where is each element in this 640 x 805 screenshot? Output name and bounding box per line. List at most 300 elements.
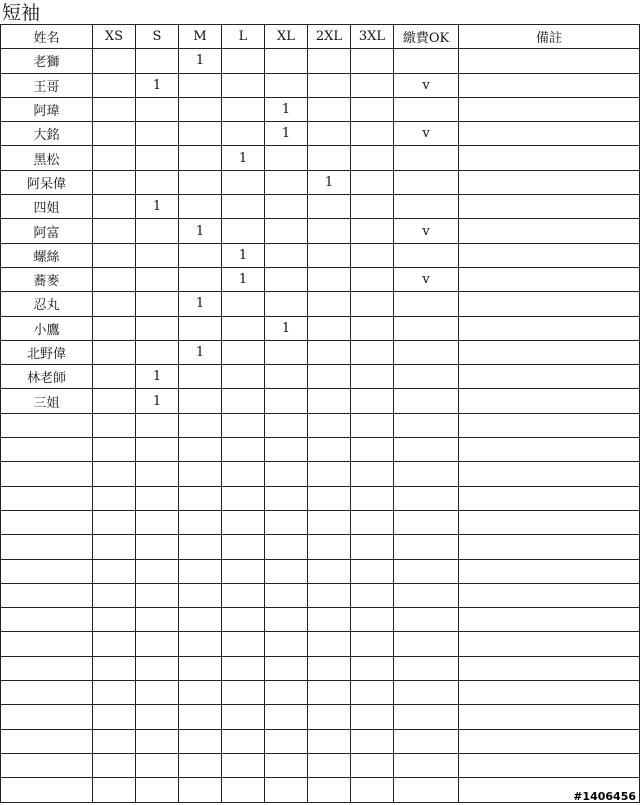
empty-cell[interactable] bbox=[308, 438, 351, 462]
table-cell[interactable]: 1 bbox=[179, 340, 222, 364]
table-cell[interactable] bbox=[179, 267, 222, 291]
empty-cell[interactable] bbox=[1, 778, 93, 802]
empty-cell[interactable] bbox=[459, 510, 640, 534]
name-cell[interactable]: 老獅 bbox=[1, 49, 93, 73]
table-cell[interactable] bbox=[136, 170, 179, 194]
empty-cell[interactable] bbox=[136, 681, 179, 705]
table-cell[interactable] bbox=[93, 73, 136, 97]
empty-cell[interactable] bbox=[394, 681, 459, 705]
empty-cell[interactable] bbox=[351, 681, 394, 705]
empty-cell[interactable] bbox=[179, 535, 222, 559]
table-cell[interactable] bbox=[459, 219, 640, 243]
empty-cell[interactable] bbox=[265, 413, 308, 437]
empty-cell[interactable] bbox=[93, 656, 136, 680]
empty-cell[interactable] bbox=[308, 510, 351, 534]
empty-cell[interactable] bbox=[308, 608, 351, 632]
empty-cell[interactable] bbox=[351, 438, 394, 462]
name-cell[interactable]: 阿瑋 bbox=[1, 97, 93, 121]
empty-cell[interactable] bbox=[1, 535, 93, 559]
table-cell[interactable] bbox=[459, 243, 640, 267]
table-cell[interactable] bbox=[136, 49, 179, 73]
table-cell[interactable]: 1 bbox=[222, 243, 265, 267]
empty-cell[interactable] bbox=[308, 486, 351, 510]
empty-cell[interactable] bbox=[222, 656, 265, 680]
name-cell[interactable]: 大銘 bbox=[1, 122, 93, 146]
empty-cell[interactable] bbox=[308, 559, 351, 583]
empty-cell[interactable] bbox=[351, 510, 394, 534]
empty-cell[interactable] bbox=[1, 486, 93, 510]
empty-cell[interactable] bbox=[136, 753, 179, 777]
empty-cell[interactable] bbox=[351, 462, 394, 486]
empty-cell[interactable] bbox=[265, 535, 308, 559]
empty-cell[interactable] bbox=[351, 608, 394, 632]
table-cell[interactable] bbox=[222, 73, 265, 97]
table-cell[interactable] bbox=[459, 73, 640, 97]
table-cell[interactable] bbox=[265, 292, 308, 316]
table-cell[interactable] bbox=[93, 389, 136, 413]
empty-cell[interactable] bbox=[1, 753, 93, 777]
empty-cell[interactable] bbox=[1, 510, 93, 534]
empty-cell[interactable] bbox=[93, 535, 136, 559]
empty-cell[interactable] bbox=[265, 559, 308, 583]
empty-cell[interactable] bbox=[394, 462, 459, 486]
empty-cell[interactable] bbox=[222, 778, 265, 802]
empty-cell[interactable] bbox=[394, 438, 459, 462]
table-cell[interactable] bbox=[265, 146, 308, 170]
empty-cell[interactable] bbox=[222, 632, 265, 656]
table-cell[interactable] bbox=[222, 49, 265, 73]
empty-cell[interactable] bbox=[308, 462, 351, 486]
empty-cell[interactable] bbox=[394, 656, 459, 680]
table-cell[interactable] bbox=[222, 195, 265, 219]
empty-cell[interactable] bbox=[1, 608, 93, 632]
empty-cell[interactable] bbox=[93, 462, 136, 486]
table-cell[interactable] bbox=[222, 122, 265, 146]
empty-cell[interactable] bbox=[136, 656, 179, 680]
empty-cell[interactable] bbox=[179, 486, 222, 510]
table-cell[interactable] bbox=[459, 170, 640, 194]
empty-cell[interactable] bbox=[394, 413, 459, 437]
table-cell[interactable] bbox=[394, 365, 459, 389]
table-cell[interactable] bbox=[351, 97, 394, 121]
empty-cell[interactable] bbox=[351, 778, 394, 802]
table-cell[interactable] bbox=[136, 146, 179, 170]
empty-cell[interactable] bbox=[179, 729, 222, 753]
empty-cell[interactable] bbox=[459, 632, 640, 656]
table-cell[interactable] bbox=[394, 340, 459, 364]
table-cell[interactable]: 1 bbox=[222, 146, 265, 170]
table-cell[interactable] bbox=[265, 389, 308, 413]
table-cell[interactable] bbox=[351, 73, 394, 97]
table-cell[interactable] bbox=[136, 219, 179, 243]
empty-cell[interactable] bbox=[136, 729, 179, 753]
empty-cell[interactable] bbox=[136, 559, 179, 583]
empty-cell[interactable] bbox=[136, 778, 179, 802]
table-cell[interactable] bbox=[136, 292, 179, 316]
empty-cell[interactable] bbox=[222, 486, 265, 510]
empty-cell[interactable] bbox=[265, 583, 308, 607]
empty-cell[interactable] bbox=[222, 535, 265, 559]
empty-cell[interactable] bbox=[351, 656, 394, 680]
empty-cell[interactable] bbox=[459, 413, 640, 437]
empty-cell[interactable] bbox=[93, 608, 136, 632]
table-cell[interactable] bbox=[459, 389, 640, 413]
table-cell[interactable] bbox=[265, 267, 308, 291]
table-cell[interactable] bbox=[265, 365, 308, 389]
table-cell[interactable] bbox=[179, 316, 222, 340]
table-cell[interactable]: 1 bbox=[179, 219, 222, 243]
empty-cell[interactable] bbox=[308, 753, 351, 777]
table-cell[interactable]: 1 bbox=[179, 292, 222, 316]
table-cell[interactable] bbox=[459, 340, 640, 364]
table-cell[interactable] bbox=[222, 97, 265, 121]
table-cell[interactable]: 1 bbox=[222, 267, 265, 291]
empty-cell[interactable] bbox=[222, 438, 265, 462]
empty-cell[interactable] bbox=[1, 583, 93, 607]
empty-cell[interactable] bbox=[265, 632, 308, 656]
empty-cell[interactable] bbox=[265, 656, 308, 680]
table-cell[interactable] bbox=[394, 146, 459, 170]
name-cell[interactable]: 王哥 bbox=[1, 73, 93, 97]
table-cell[interactable] bbox=[265, 170, 308, 194]
empty-cell[interactable] bbox=[1, 632, 93, 656]
name-cell[interactable]: 螺絲 bbox=[1, 243, 93, 267]
name-cell[interactable]: 阿富 bbox=[1, 219, 93, 243]
table-cell[interactable]: v bbox=[394, 219, 459, 243]
table-cell[interactable] bbox=[351, 243, 394, 267]
empty-cell[interactable] bbox=[136, 438, 179, 462]
empty-cell[interactable] bbox=[394, 753, 459, 777]
empty-cell[interactable] bbox=[308, 632, 351, 656]
empty-cell[interactable] bbox=[394, 510, 459, 534]
empty-cell[interactable] bbox=[93, 729, 136, 753]
name-cell[interactable]: 四姐 bbox=[1, 195, 93, 219]
table-cell[interactable]: 1 bbox=[308, 170, 351, 194]
empty-cell[interactable] bbox=[136, 705, 179, 729]
empty-cell[interactable] bbox=[351, 559, 394, 583]
empty-cell[interactable] bbox=[459, 729, 640, 753]
table-cell[interactable] bbox=[351, 365, 394, 389]
table-cell[interactable] bbox=[308, 49, 351, 73]
empty-cell[interactable] bbox=[222, 681, 265, 705]
table-cell[interactable] bbox=[308, 267, 351, 291]
empty-cell[interactable] bbox=[1, 462, 93, 486]
table-cell[interactable] bbox=[459, 195, 640, 219]
table-cell[interactable] bbox=[93, 195, 136, 219]
table-cell[interactable] bbox=[308, 292, 351, 316]
empty-cell[interactable] bbox=[222, 608, 265, 632]
table-cell[interactable] bbox=[265, 73, 308, 97]
empty-cell[interactable] bbox=[179, 705, 222, 729]
empty-cell[interactable] bbox=[265, 438, 308, 462]
empty-cell[interactable] bbox=[179, 656, 222, 680]
name-cell[interactable]: 阿呆偉 bbox=[1, 170, 93, 194]
empty-cell[interactable] bbox=[394, 486, 459, 510]
table-cell[interactable] bbox=[308, 365, 351, 389]
table-cell[interactable] bbox=[351, 267, 394, 291]
empty-cell[interactable] bbox=[394, 778, 459, 802]
table-cell[interactable] bbox=[93, 292, 136, 316]
table-cell[interactable] bbox=[394, 316, 459, 340]
empty-cell[interactable] bbox=[93, 413, 136, 437]
empty-cell[interactable] bbox=[136, 462, 179, 486]
table-cell[interactable]: 1 bbox=[136, 195, 179, 219]
empty-cell[interactable] bbox=[93, 778, 136, 802]
table-cell[interactable]: 1 bbox=[136, 365, 179, 389]
empty-cell[interactable] bbox=[459, 535, 640, 559]
table-cell[interactable] bbox=[179, 365, 222, 389]
empty-cell[interactable] bbox=[136, 486, 179, 510]
name-cell[interactable]: 蕎麥 bbox=[1, 267, 93, 291]
table-cell[interactable] bbox=[351, 122, 394, 146]
empty-cell[interactable] bbox=[265, 510, 308, 534]
empty-cell[interactable] bbox=[93, 632, 136, 656]
table-cell[interactable] bbox=[308, 340, 351, 364]
table-cell[interactable] bbox=[93, 146, 136, 170]
table-cell[interactable] bbox=[351, 195, 394, 219]
empty-cell[interactable] bbox=[222, 413, 265, 437]
empty-cell[interactable] bbox=[394, 535, 459, 559]
table-cell[interactable] bbox=[459, 365, 640, 389]
name-cell[interactable]: 忍丸 bbox=[1, 292, 93, 316]
empty-cell[interactable] bbox=[459, 438, 640, 462]
table-cell[interactable]: 1 bbox=[136, 389, 179, 413]
empty-cell[interactable] bbox=[136, 535, 179, 559]
table-cell[interactable]: 1 bbox=[265, 97, 308, 121]
table-cell[interactable] bbox=[179, 122, 222, 146]
table-cell[interactable] bbox=[93, 340, 136, 364]
table-cell[interactable] bbox=[179, 389, 222, 413]
empty-cell[interactable] bbox=[351, 729, 394, 753]
table-cell[interactable] bbox=[459, 292, 640, 316]
name-cell[interactable]: 北野偉 bbox=[1, 340, 93, 364]
table-cell[interactable] bbox=[308, 122, 351, 146]
table-cell[interactable] bbox=[179, 73, 222, 97]
empty-cell[interactable] bbox=[136, 413, 179, 437]
table-cell[interactable] bbox=[394, 170, 459, 194]
empty-cell[interactable] bbox=[308, 729, 351, 753]
table-cell[interactable] bbox=[394, 97, 459, 121]
table-cell[interactable] bbox=[459, 267, 640, 291]
empty-cell[interactable] bbox=[351, 705, 394, 729]
empty-cell[interactable] bbox=[222, 462, 265, 486]
table-cell[interactable] bbox=[93, 219, 136, 243]
empty-cell[interactable] bbox=[1, 656, 93, 680]
table-cell[interactable] bbox=[179, 243, 222, 267]
empty-cell[interactable] bbox=[93, 510, 136, 534]
empty-cell[interactable] bbox=[308, 583, 351, 607]
table-cell[interactable] bbox=[265, 243, 308, 267]
table-cell[interactable] bbox=[136, 316, 179, 340]
empty-cell[interactable] bbox=[459, 681, 640, 705]
empty-cell[interactable] bbox=[93, 705, 136, 729]
table-cell[interactable] bbox=[351, 340, 394, 364]
table-cell[interactable] bbox=[351, 146, 394, 170]
table-cell[interactable]: 1 bbox=[265, 122, 308, 146]
empty-cell[interactable] bbox=[459, 705, 640, 729]
empty-cell[interactable] bbox=[93, 583, 136, 607]
empty-cell[interactable] bbox=[93, 438, 136, 462]
table-cell[interactable] bbox=[265, 340, 308, 364]
table-cell[interactable] bbox=[93, 49, 136, 73]
empty-cell[interactable] bbox=[459, 486, 640, 510]
empty-cell[interactable] bbox=[265, 608, 308, 632]
empty-cell[interactable] bbox=[308, 535, 351, 559]
empty-cell[interactable] bbox=[179, 510, 222, 534]
empty-cell[interactable] bbox=[265, 705, 308, 729]
table-cell[interactable] bbox=[222, 292, 265, 316]
table-cell[interactable] bbox=[222, 365, 265, 389]
table-cell[interactable] bbox=[93, 365, 136, 389]
empty-cell[interactable] bbox=[351, 413, 394, 437]
empty-cell[interactable] bbox=[1, 681, 93, 705]
empty-cell[interactable] bbox=[459, 559, 640, 583]
empty-cell[interactable] bbox=[1, 729, 93, 753]
table-cell[interactable] bbox=[179, 195, 222, 219]
table-cell[interactable] bbox=[136, 267, 179, 291]
table-cell[interactable] bbox=[222, 389, 265, 413]
table-cell[interactable] bbox=[179, 97, 222, 121]
empty-cell[interactable] bbox=[265, 729, 308, 753]
empty-cell[interactable] bbox=[1, 705, 93, 729]
table-cell[interactable] bbox=[308, 146, 351, 170]
table-cell[interactable]: 1 bbox=[136, 73, 179, 97]
table-cell[interactable] bbox=[136, 340, 179, 364]
empty-cell[interactable] bbox=[459, 656, 640, 680]
empty-cell[interactable] bbox=[93, 486, 136, 510]
empty-cell[interactable] bbox=[179, 608, 222, 632]
table-cell[interactable] bbox=[93, 97, 136, 121]
empty-cell[interactable] bbox=[265, 681, 308, 705]
empty-cell[interactable] bbox=[308, 656, 351, 680]
empty-cell[interactable] bbox=[222, 559, 265, 583]
table-cell[interactable] bbox=[351, 170, 394, 194]
empty-cell[interactable] bbox=[136, 510, 179, 534]
empty-cell[interactable] bbox=[222, 729, 265, 753]
empty-cell[interactable] bbox=[351, 486, 394, 510]
table-cell[interactable]: 1 bbox=[179, 49, 222, 73]
empty-cell[interactable] bbox=[265, 462, 308, 486]
empty-cell[interactable] bbox=[351, 753, 394, 777]
table-cell[interactable] bbox=[93, 316, 136, 340]
table-cell[interactable]: v bbox=[394, 73, 459, 97]
empty-cell[interactable] bbox=[459, 462, 640, 486]
table-cell[interactable] bbox=[93, 122, 136, 146]
empty-cell[interactable] bbox=[179, 681, 222, 705]
table-cell[interactable] bbox=[394, 49, 459, 73]
empty-cell[interactable] bbox=[351, 535, 394, 559]
table-cell[interactable] bbox=[394, 292, 459, 316]
empty-cell[interactable] bbox=[222, 583, 265, 607]
empty-cell[interactable] bbox=[394, 608, 459, 632]
empty-cell[interactable] bbox=[308, 705, 351, 729]
empty-cell[interactable] bbox=[93, 753, 136, 777]
name-cell[interactable]: 黑松 bbox=[1, 146, 93, 170]
table-cell[interactable] bbox=[308, 243, 351, 267]
table-cell[interactable] bbox=[179, 146, 222, 170]
empty-cell[interactable] bbox=[179, 632, 222, 656]
empty-cell[interactable] bbox=[308, 778, 351, 802]
table-cell[interactable]: 1 bbox=[265, 316, 308, 340]
table-cell[interactable] bbox=[308, 97, 351, 121]
empty-cell[interactable] bbox=[1, 438, 93, 462]
table-cell[interactable] bbox=[459, 122, 640, 146]
empty-cell[interactable] bbox=[1, 559, 93, 583]
table-cell[interactable] bbox=[222, 340, 265, 364]
table-cell[interactable] bbox=[351, 292, 394, 316]
table-cell[interactable] bbox=[308, 219, 351, 243]
table-cell[interactable] bbox=[308, 73, 351, 97]
empty-cell[interactable] bbox=[222, 510, 265, 534]
empty-cell[interactable] bbox=[308, 413, 351, 437]
empty-cell[interactable] bbox=[1, 413, 93, 437]
table-cell[interactable] bbox=[394, 243, 459, 267]
table-cell[interactable] bbox=[351, 389, 394, 413]
table-cell[interactable] bbox=[394, 389, 459, 413]
empty-cell[interactable] bbox=[394, 632, 459, 656]
empty-cell[interactable] bbox=[179, 778, 222, 802]
table-cell[interactable] bbox=[394, 195, 459, 219]
empty-cell[interactable] bbox=[222, 705, 265, 729]
empty-cell[interactable] bbox=[459, 608, 640, 632]
name-cell[interactable]: 小鷹 bbox=[1, 316, 93, 340]
empty-cell[interactable] bbox=[459, 753, 640, 777]
table-cell[interactable]: v bbox=[394, 122, 459, 146]
table-cell[interactable] bbox=[136, 97, 179, 121]
table-cell[interactable] bbox=[179, 170, 222, 194]
table-cell[interactable]: v bbox=[394, 267, 459, 291]
table-cell[interactable] bbox=[222, 219, 265, 243]
empty-cell[interactable] bbox=[179, 413, 222, 437]
table-cell[interactable] bbox=[265, 49, 308, 73]
empty-cell[interactable] bbox=[179, 438, 222, 462]
empty-cell[interactable] bbox=[179, 462, 222, 486]
empty-cell[interactable] bbox=[265, 486, 308, 510]
table-cell[interactable] bbox=[308, 195, 351, 219]
empty-cell[interactable] bbox=[459, 583, 640, 607]
empty-cell[interactable] bbox=[351, 583, 394, 607]
empty-cell[interactable] bbox=[93, 681, 136, 705]
empty-cell[interactable] bbox=[179, 753, 222, 777]
table-cell[interactable] bbox=[459, 146, 640, 170]
table-cell[interactable] bbox=[459, 49, 640, 73]
table-cell[interactable] bbox=[222, 170, 265, 194]
empty-cell[interactable] bbox=[394, 583, 459, 607]
empty-cell[interactable] bbox=[394, 559, 459, 583]
table-cell[interactable] bbox=[308, 389, 351, 413]
empty-cell[interactable] bbox=[351, 632, 394, 656]
name-cell[interactable]: 三姐 bbox=[1, 389, 93, 413]
table-cell[interactable] bbox=[136, 122, 179, 146]
empty-cell[interactable] bbox=[308, 681, 351, 705]
empty-cell[interactable] bbox=[93, 559, 136, 583]
table-cell[interactable] bbox=[222, 316, 265, 340]
table-cell[interactable] bbox=[351, 219, 394, 243]
empty-cell[interactable] bbox=[136, 608, 179, 632]
empty-cell[interactable] bbox=[265, 753, 308, 777]
table-cell[interactable] bbox=[265, 219, 308, 243]
name-cell[interactable]: 林老師 bbox=[1, 365, 93, 389]
empty-cell[interactable] bbox=[179, 559, 222, 583]
empty-cell[interactable] bbox=[265, 778, 308, 802]
empty-cell[interactable] bbox=[136, 583, 179, 607]
table-cell[interactable] bbox=[265, 195, 308, 219]
table-cell[interactable] bbox=[351, 49, 394, 73]
table-cell[interactable] bbox=[459, 97, 640, 121]
empty-cell[interactable] bbox=[136, 632, 179, 656]
table-cell[interactable] bbox=[93, 243, 136, 267]
table-cell[interactable] bbox=[351, 316, 394, 340]
